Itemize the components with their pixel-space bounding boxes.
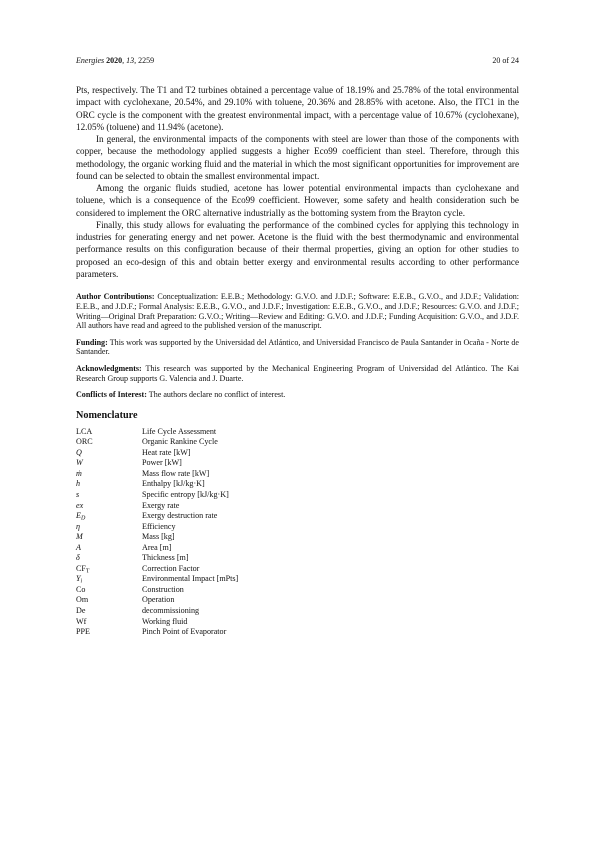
nomenclature-definition: Exergy rate	[142, 500, 180, 510]
nomenclature-symbol	[76, 606, 142, 617]
body-paragraph: Finally, this study allows for evaluating the performance of the combined cycles for applying this technology in industries for generating energy and net power. Acetone is the fluid with the best thermodynamic and environmental performance results on this configuration because of their thermal properties, giving an option for other studies to proposed an eco-design of this and obtain better exergy and environmental results according to other performance parameters.	[76, 219, 519, 279]
symbol-base: ORC	[76, 437, 93, 447]
back-matter-item	[76, 390, 519, 400]
back-matter-item	[76, 292, 519, 331]
nomenclature-row	[76, 427, 519, 438]
body-paragraph: Pts, respectively. The T1 and T2 turbines obtained a percentage value of 18.19% and 25.78% of the total environmental impact with cyclohexane, 20.54%, and 29.10% with toluene, 20.36% and 28.85% with acetone. Also, the ITC1 in the ORC cycle is the component with the greatest environmental impact, with a percentage value of 10.67% (cyclohexane), 12.05% (toluene) and 11.94% (acetone).	[76, 85, 519, 132]
symbol-base: M	[76, 532, 83, 542]
running-header	[76, 56, 519, 68]
symbol-subscript: i	[80, 578, 83, 585]
symbol-base: E	[76, 511, 81, 521]
nomenclature-symbol	[76, 585, 142, 596]
nomenclature-row	[76, 564, 519, 575]
nomenclature-symbol	[76, 595, 142, 606]
nomenclature-symbol	[76, 427, 142, 438]
nomenclature-symbol	[76, 574, 142, 585]
back-matter-label: Conflicts of Interest:	[76, 389, 147, 399]
nomenclature-row	[76, 553, 519, 564]
nomenclature-symbol	[76, 511, 142, 522]
symbol-base: CF	[76, 563, 86, 573]
nomenclature-definition: Life Cycle Assessment	[142, 426, 217, 436]
nomenclature-symbol	[76, 490, 142, 501]
symbol-base: Co	[76, 584, 86, 594]
nomenclature-title: Nomenclature	[76, 409, 138, 421]
nomenclature-row	[76, 511, 519, 522]
nomenclature-row	[76, 532, 519, 543]
nomenclature-definition: Enthalpy [kJ/kg·K]	[142, 479, 205, 489]
page-body	[76, 84, 519, 638]
body-paragraph: In general, the environmental impacts of the components with steel are lower than those of the components with copper, because the methodology applied suggests a higher Eco99 coefficient than steel. Therefore, through this methodology, the organic working fluid and the material in which the most significant opportunities for improvement are found can be selected to obtain the smallest environmental impact.	[76, 134, 519, 181]
article-number: 2259	[138, 56, 155, 65]
symbol-base: s	[76, 489, 80, 499]
nomenclature-row	[76, 595, 519, 606]
nomenclature-row	[76, 479, 519, 490]
back-matter-text: This research was supported by the Mechanical Engineering Program of Universidad del Atlántico. The Kai Research Group supports G. Valencia and J. Duarte.	[76, 363, 520, 383]
symbol-base: h	[76, 479, 81, 489]
nomenclature-definition: Working fluid	[142, 616, 188, 626]
nomenclature-row	[76, 574, 519, 585]
nomenclature-symbol	[76, 458, 142, 469]
nomenclature-symbol	[76, 448, 142, 459]
symbol-base: ṁ	[76, 468, 82, 478]
nomenclature-row	[76, 490, 519, 501]
nomenclature-symbol	[76, 627, 142, 638]
page-number: 20 of 24	[492, 56, 519, 65]
nomenclature-definition: Environmental Impact [mPts]	[142, 574, 239, 584]
symbol-base: ex	[76, 500, 84, 510]
nomenclature-row	[76, 627, 519, 638]
nomenclature-list	[76, 427, 519, 638]
symbol-base: Om	[76, 595, 89, 605]
nomenclature-definition: Area [m]	[142, 542, 172, 552]
nomenclature-definition: Operation	[142, 595, 175, 605]
nomenclature-symbol	[76, 479, 142, 490]
nomenclature-symbol	[76, 522, 142, 533]
nomenclature-row	[76, 501, 519, 512]
nomenclature-row	[76, 448, 519, 459]
nomenclature-symbol	[76, 564, 142, 575]
symbol-subscript: T	[85, 568, 90, 575]
symbol-base: LCA	[76, 426, 93, 436]
symbol-base: A	[76, 542, 81, 552]
nomenclature-definition: Correction Factor	[142, 563, 200, 573]
nomenclature-definition: Power [kW]	[142, 458, 182, 468]
back-matter-label: Acknowledgments:	[76, 363, 142, 373]
symbol-base: W	[76, 458, 83, 468]
journal-citation: Energies 2020, 13, 2259	[76, 56, 155, 65]
back-matter-text: This work was supported by the Universidad del Atlántico, and Universidad Francisco de Paula Santander in Ocaña - Norte de Santander.	[76, 337, 519, 357]
symbol-base: Wf	[76, 616, 87, 626]
back-matter-text: The authors declare no conflict of interest.	[148, 389, 286, 399]
nomenclature-definition: Organic Rankine Cycle	[142, 437, 218, 447]
nomenclature-definition: Heat rate [kW]	[142, 447, 191, 457]
nomenclature-symbol	[76, 532, 142, 543]
symbol-base: δ	[76, 553, 80, 563]
nomenclature-definition: decommissioning	[142, 605, 200, 615]
nomenclature-row	[76, 437, 519, 448]
body-paragraph: Among the organic fluids studied, acetone has lower potential environmental impacts than cyclohexane and toluene, which is a consequence of the Eco99 coefficient. However, some safety and health consideration such be considered to implement the ORC alternative industrially as the bottoming system from the Brayton cycle.	[76, 183, 519, 218]
journal-name: Energies	[76, 56, 105, 65]
back-matter-text: Conceptualization: E.E.B.; Methodology: G.V.O. and J.D.F.; Software: E.E.B., G.V.O., and J.D.F.; Validation: E.E.B., and J.D.F.; Formal Analysis: E.E.B., G.V.O., and J.D.F.; Investigation: E.E.B., G.V.O., and J.D.F.; Resources: G.V.O. and J.D.F.; Writing—Original Draft Preparation: G.V.O.; Writing—Review and Editing: G.V.O. and J.D.F.; Funding Acquisition: G.V.O., and J.D.F. All authors have read and agreed to the published version of the manuscript.	[76, 292, 519, 331]
nomenclature-definition: Construction	[142, 584, 184, 594]
symbol-base: Y	[76, 574, 81, 584]
nomenclature-definition: Thickness [m]	[142, 553, 189, 563]
nomenclature-row	[76, 469, 519, 480]
nomenclature-definition: Mass flow rate [kW]	[142, 468, 210, 478]
nomenclature-row	[76, 585, 519, 596]
symbol-base: PPE	[76, 627, 90, 637]
journal-volume: 13	[126, 56, 135, 65]
nomenclature-definition: Efficiency	[142, 521, 176, 531]
back-matter-item	[76, 364, 519, 384]
nomenclature-symbol	[76, 553, 142, 564]
back-matter	[76, 292, 519, 400]
nomenclature-definition: Pinch Point of Evaporator	[142, 627, 227, 637]
back-matter-label: Funding:	[76, 337, 108, 347]
symbol-subscript: D	[80, 515, 86, 522]
nomenclature-symbol	[76, 469, 142, 480]
nomenclature-definition: Exergy destruction rate	[142, 511, 218, 521]
nomenclature-row	[76, 617, 519, 628]
nomenclature-row	[76, 606, 519, 617]
back-matter-item	[76, 338, 519, 358]
nomenclature-row	[76, 522, 519, 533]
nomenclature-symbol	[76, 501, 142, 512]
nomenclature-symbol	[76, 617, 142, 628]
nomenclature-symbol	[76, 437, 142, 448]
symbol-base: De	[76, 605, 86, 615]
nomenclature-row	[76, 458, 519, 469]
nomenclature-definition: Mass [kg]	[142, 532, 175, 542]
nomenclature-symbol	[76, 543, 142, 554]
symbol-base: Q	[76, 447, 82, 457]
nomenclature-row	[76, 543, 519, 554]
symbol-base: η	[76, 521, 81, 531]
nomenclature-definition: Specific entropy [kJ/kg·K]	[142, 489, 229, 499]
main-text	[76, 84, 519, 280]
back-matter-label: Author Contributions:	[76, 292, 155, 301]
journal-year: 2020	[106, 56, 123, 65]
